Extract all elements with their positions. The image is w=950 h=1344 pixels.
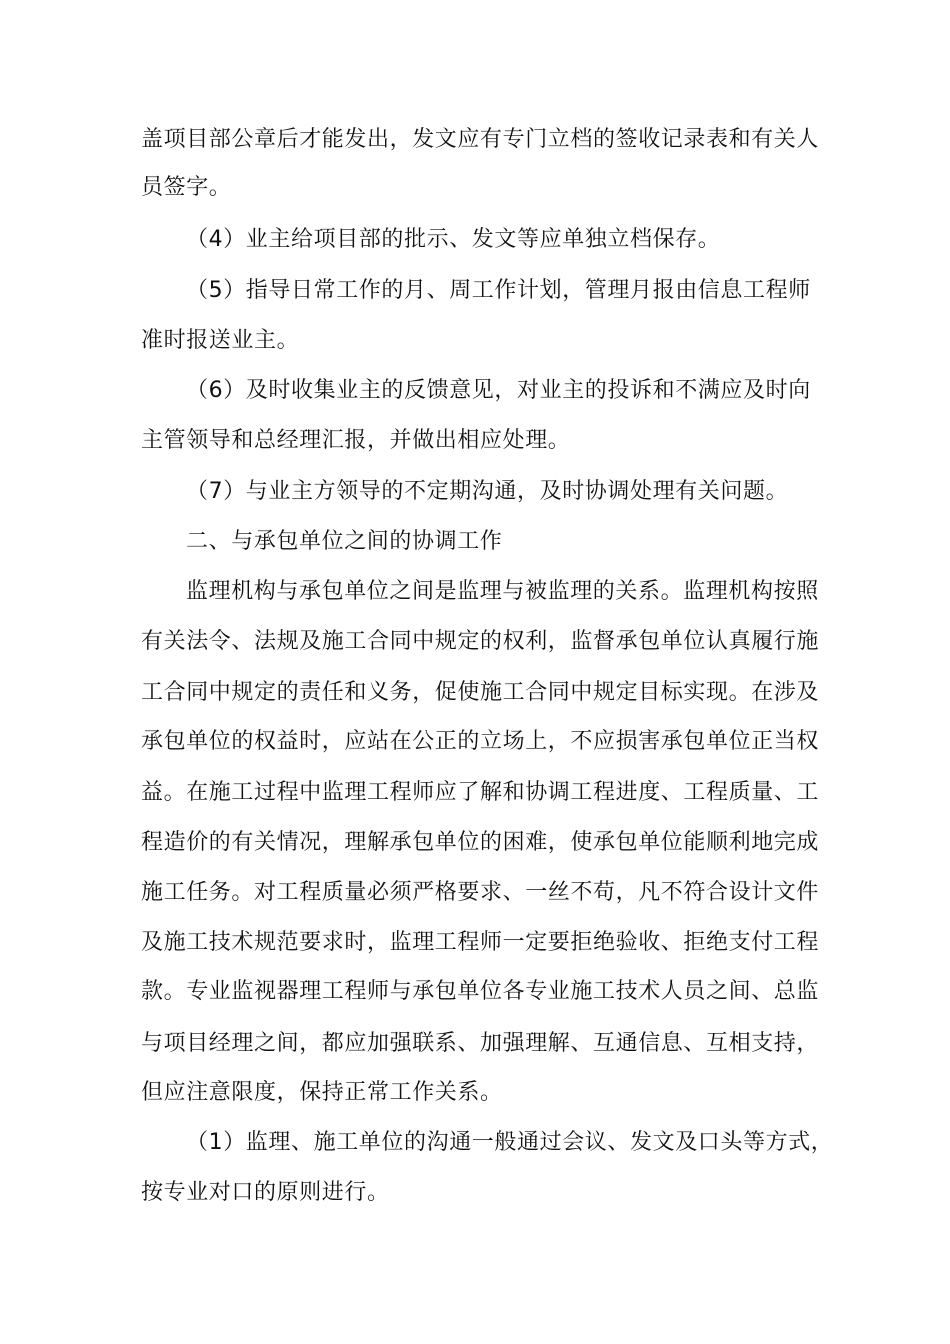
- text-line: 程造价的有关情况，理解承包单位的困难，使承包单位能顺利地完成: [141, 830, 820, 855]
- text-line: 有关法令、法规及施工合同中规定的权利，监督承包单位认真履行施: [141, 629, 820, 654]
- text-line: 按专业对口的原则进行。: [141, 1180, 390, 1205]
- text-line: 承包单位的权益时，应站在公正的立场上，不应损害承包单位正当权: [141, 729, 820, 754]
- section-heading: 二、与承包单位之间的协调工作: [186, 529, 503, 554]
- text-line: 监理机构与承包单位之间是监理与被监理的关系。监理机构按照: [186, 579, 819, 604]
- text-line: （7）与业主方领导的不定期沟通，及时协调处理有关问题。: [186, 479, 789, 504]
- text-line: （4）业主给项目部的批示、发文等应单独立档保存。: [186, 227, 721, 252]
- text-line: 员签字。: [141, 175, 232, 200]
- text-line: 益。在施工过程中监理工程师应了解和协调工程进度、工程质量、工: [141, 780, 820, 805]
- text-line: 工合同中规定的责任和义务，促使施工合同中规定目标实现。在涉及: [141, 680, 820, 705]
- text-line: （6）及时收集业主的反馈意见，对业主的投诉和不满应及时向: [186, 378, 811, 403]
- text-line: 施工任务。对工程质量必须严格要求、一丝不苟，凡不符合设计文件: [141, 880, 820, 905]
- text-line: 款。专业监视器理工程师与承包单位各专业施工技术人员之间、总监: [141, 979, 820, 1004]
- text-line: 盖项目部公章后才能发出，发文应有专门立档的签收记录表和有关人: [141, 127, 820, 152]
- text-line: （1）监理、施工单位的沟通一般通过会议、发文及口头等方式，: [186, 1130, 834, 1155]
- text-line: 主管领导和总经理汇报，并做出相应处理。: [141, 428, 571, 453]
- text-line: 但应注意限度，保持正常工作关系。: [141, 1080, 503, 1105]
- text-line: 准时报送业主。: [141, 328, 300, 353]
- text-line: 及施工技术规范要求时，监理工程师一定要拒绝验收、拒绝支付工程: [141, 930, 820, 955]
- text-line: 与项目经理之间，都应加强联系、加强理解、互通信息、互相支持，: [141, 1031, 820, 1056]
- text-line: （5）指导日常工作的月、周工作计划，管理月报由信息工程师: [186, 278, 811, 303]
